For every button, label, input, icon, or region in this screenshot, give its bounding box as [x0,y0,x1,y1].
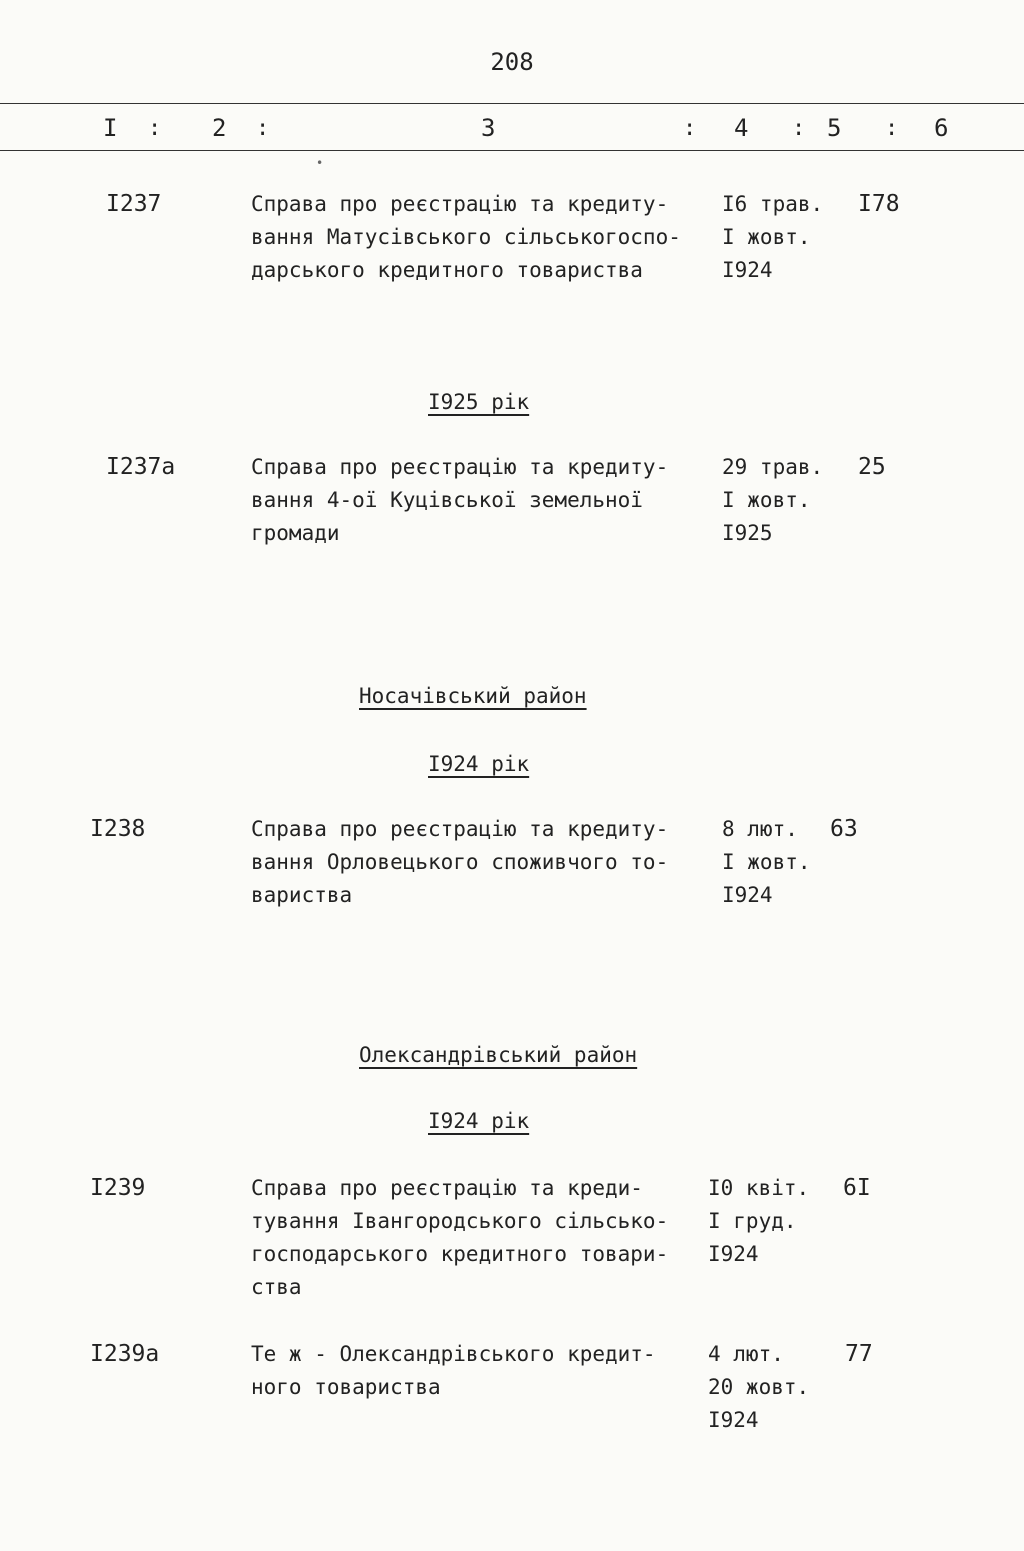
column-header-5: 5 [827,114,842,142]
entry-sheets: 63 [830,816,858,842]
header-top-rule [0,103,1024,104]
entry-number: I239а [90,1341,160,1367]
column-header-4: 4 [734,114,749,142]
entry-description: Справа про реєстрацію та кредиту- вання 4-ої Куцівської земельної громади [251,455,669,545]
column-separator: : [256,116,270,141]
page-number: 208 [490,48,534,76]
entry-description: Справа про реєстрацію та креди- тування Івангородського сільсько- господарського кредитного товари- ства [251,1176,669,1299]
entry-dates: I6 трав. I жовт. I924 [722,192,824,282]
year-heading: I925 рік [428,390,530,414]
entry-description: Справа про реєстрацію та кредиту- вання Матусівського сільськогоспо- дарського кредитного товариства [251,192,681,282]
column-separator: : [683,116,697,141]
entry-dates: 8 лют. I жовт. I924 [722,817,811,907]
entry-sheets: 77 [845,1341,873,1367]
entry-description: Те ж - Олександрівського кредит- ного товариства [251,1342,656,1399]
entry-number: I237а [106,454,176,480]
column-header-6: 6 [934,114,949,142]
scan-speck: • [316,156,324,170]
entry-sheets: 25 [858,454,886,480]
entry-dates: I0 квіт. I груд. I924 [708,1176,810,1266]
entry-dates: 4 лют. 20 жовт. I924 [708,1342,810,1432]
header-bottom-rule [0,150,1024,151]
column-separator: : [148,116,162,141]
entry-dates: 29 трав. I жовт. I925 [722,455,824,545]
column-separator: : [792,116,806,141]
entry-sheets: 6I [843,1175,871,1201]
entry-number: I238 [90,816,146,842]
entry-number: I239 [90,1175,146,1201]
district-heading: Олександрівський район [359,1043,638,1067]
district-heading: Носачівський район [359,684,587,708]
column-header-3: 3 [481,114,496,142]
column-header-1: I [103,114,118,142]
entry-number: I237 [106,191,162,217]
column-header-2: 2 [212,114,227,142]
column-separator: : [885,116,899,141]
year-heading: I924 рік [428,752,530,776]
entry-sheets: I78 [858,191,900,217]
entry-description: Справа про реєстрацію та кредиту- вання Орловецького споживчого то- вариства [251,817,669,907]
year-heading: I924 рік [428,1109,530,1133]
